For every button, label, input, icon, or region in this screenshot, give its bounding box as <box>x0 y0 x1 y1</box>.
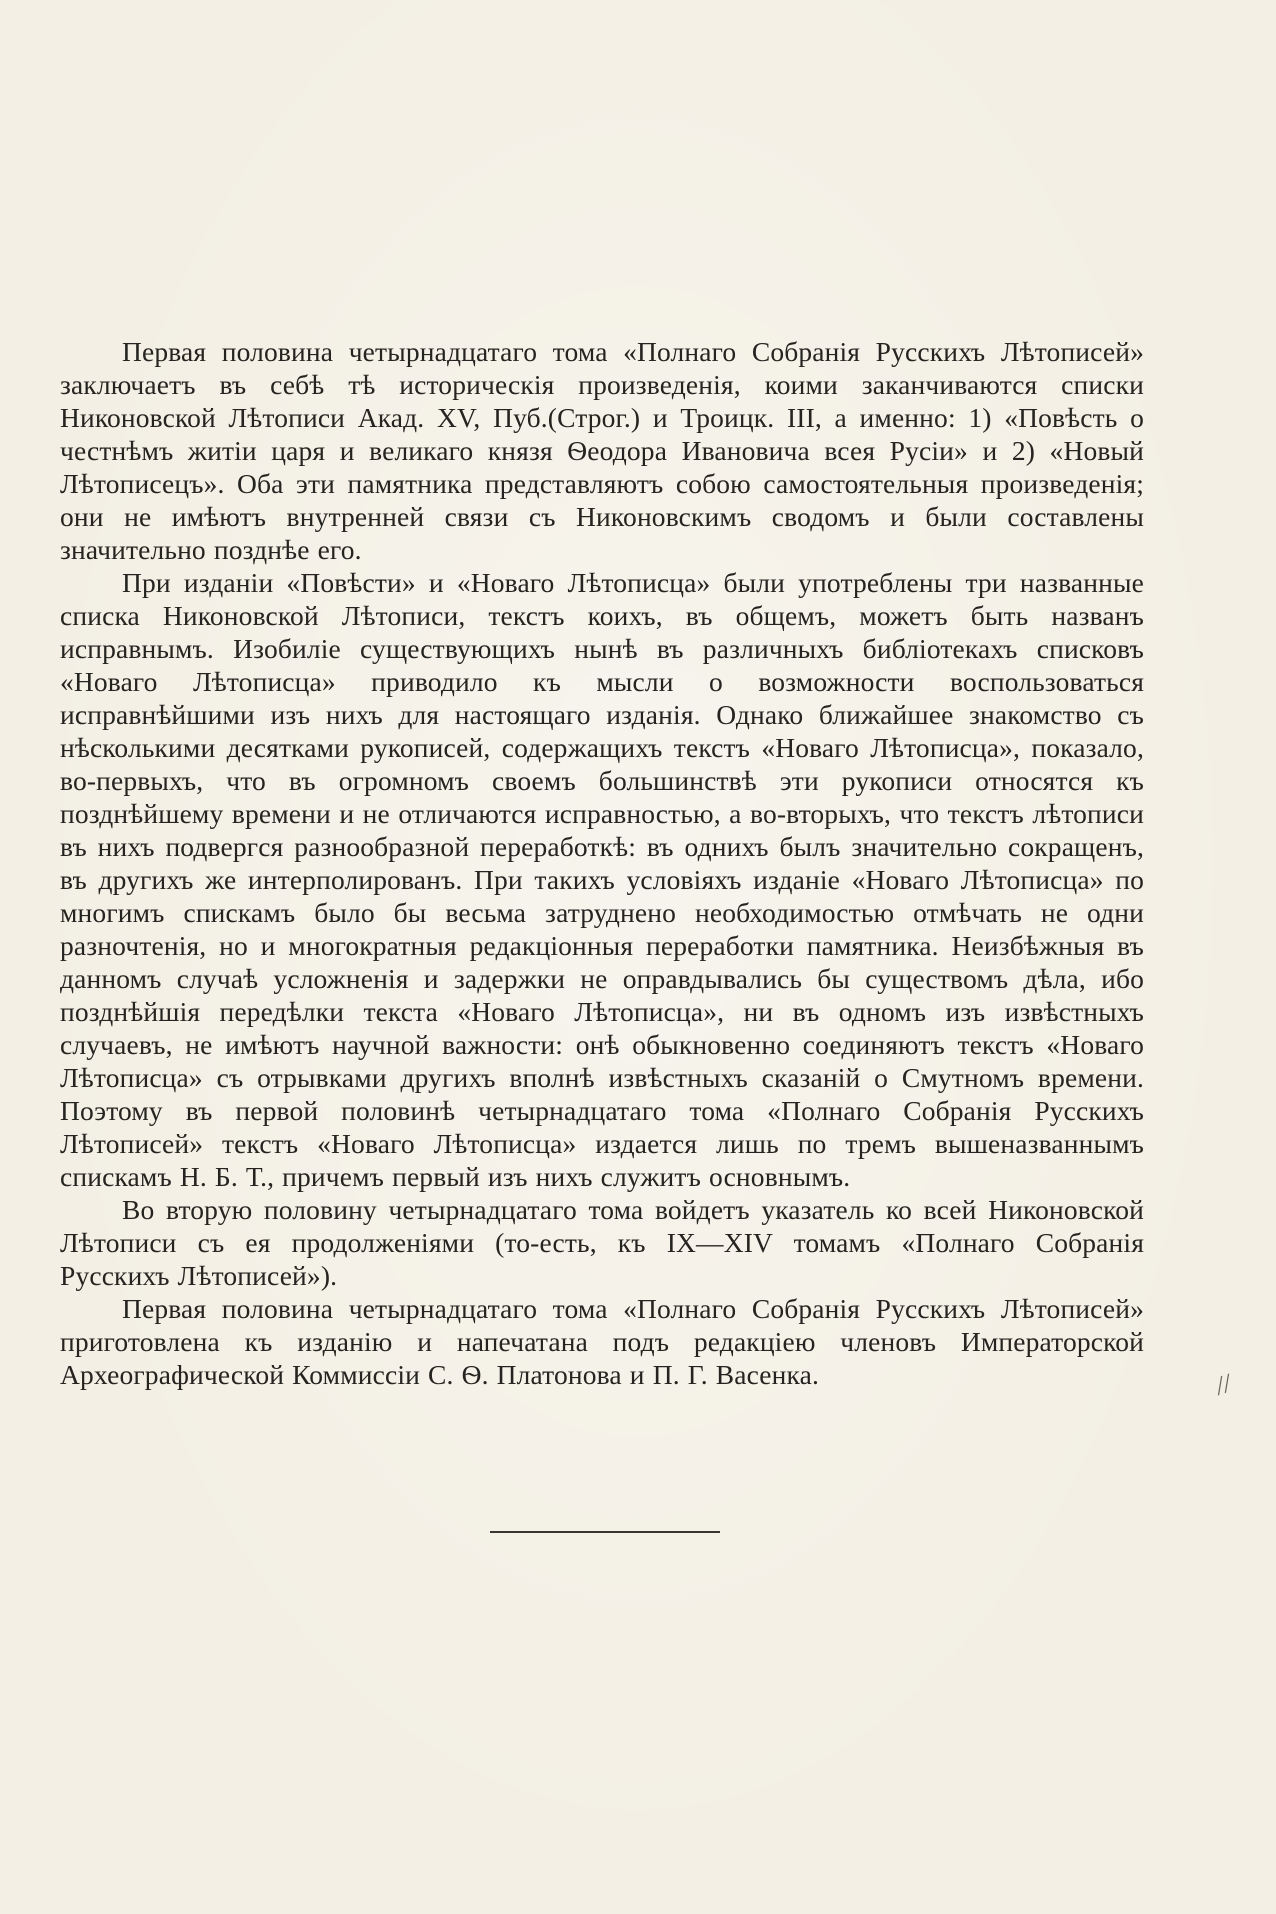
paragraph-4: Первая половина четырнадцатаго тома «Полнаго Собранія Русскихъ Лѣтописей» приготовлена къ изданію и напечатана подъ редакціею членовъ Императорской Археографической Коммиссіи С. Ѳ. Платонова и П. Г. Васенка. <box>60 1293 1144 1390</box>
paragraph-1: Первая половина четырнадцатаго тома «Полнаго Собранія Русскихъ Лѣтописей» заключаетъ въ себѣ тѣ историческія произведенія, коими заканчиваются списки Никоновской Лѣтописи Акад. XV, Пуб.(Строг.) и Троицк. III, а именно: 1) «Повѣсть о честнѣмъ житіи царя и великаго князя Ѳеодора Ивановича всея Русіи» и 2) «Новый Лѣтописецъ». Оба эти памятника представляютъ собою самостоятельныя произведенія; они не имѣютъ внутренней связи съ Никоновскимъ сводомъ и были составлены значительно позднѣе его. <box>60 336 1144 565</box>
paragraph-3: Во вторую половину четырнадцатаго тома войдетъ указатель ко всей Никоновской Лѣтописи съ ея продолженіями (то-есть, къ IX—XIV томамъ «Полнаго Собранія Русскихъ Лѣтописей»). <box>60 1194 1144 1291</box>
closing-rule <box>490 1531 720 1533</box>
margin-pencil-mark-icon: // <box>1211 1368 1235 1401</box>
body-text <box>60 335 1144 1391</box>
paragraph-2: При изданіи «Повѣсти» и «Новаго Лѣтописца» были употреблены три названные списка Никоновской Лѣтописи, текстъ коихъ, въ общемъ, можетъ быть названъ исправнымъ. Изобиліе существующихъ нынѣ въ различныхъ библіотекахъ списковъ «Новаго Лѣтописца» приводило къ мысли о возможности воспользоваться исправнѣйшими изъ нихъ для настоящаго изданія. Однако ближайшее знакомство съ нѣсколькими десятками рукописей, содержащихъ текстъ «Новаго Лѣтописца», показало, во-первыхъ, что въ огромномъ своемъ большинствѣ эти рукописи относятся къ позднѣйшему времени и не отличаются исправностью, а во-вторыхъ, что текстъ лѣтописи въ нихъ подвергся разнообразной переработкѣ: въ однихъ былъ значительно сокращенъ, въ другихъ же интерполированъ. При такихъ условіяхъ изданіе «Новаго Лѣтописца» по многимъ спискамъ было бы весьма затруднено необходимостью отмѣчать не одни разночтенія, но и многократныя редакціонныя переработки памятника. Неизбѣжныя въ данномъ случаѣ усложненія и задержки не оправдывались бы существомъ дѣла, ибо позднѣйшія передѣлки текста «Новаго Лѣтописца», ни въ одномъ изъ извѣстныхъ случаевъ, не имѣютъ научной важности: онѣ обыкновенно соединяютъ текстъ «Новаго Лѣтописца» съ отрывками другихъ вполнѣ извѣстныхъ сказаній о Смутномъ времени. Поэтому въ первой половинѣ четырнадцатаго тома «Полнаго Собранія Русскихъ Лѣтописей» текстъ «Новаго Лѣтописца» издается лишь по тремъ вышеназваннымъ спискамъ Н. Б. Т., причемъ первый изъ нихъ служитъ основнымъ. <box>60 567 1144 1192</box>
